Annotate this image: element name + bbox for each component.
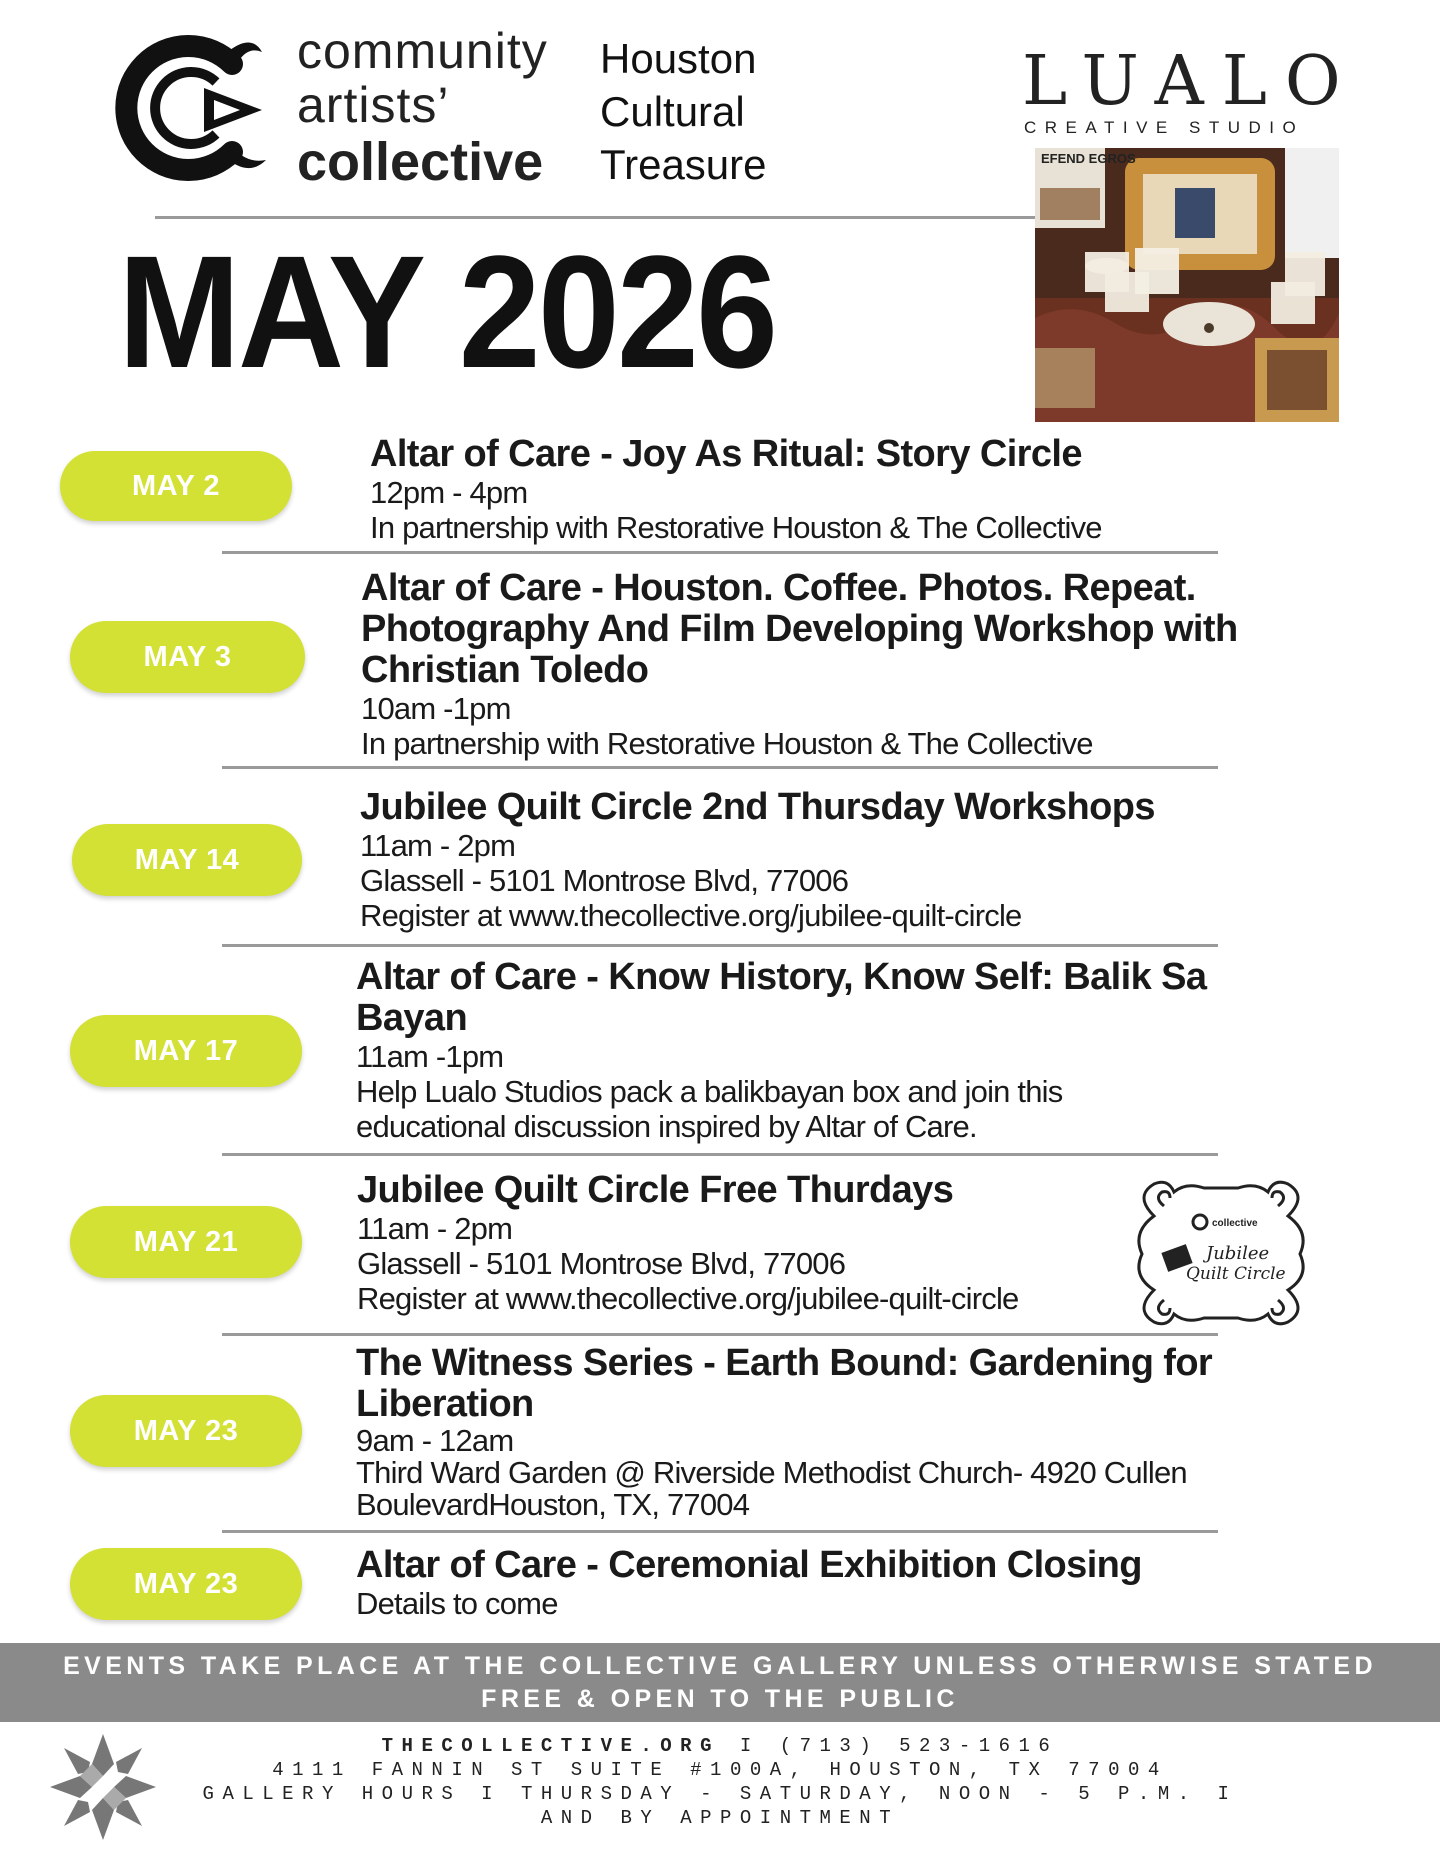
event-divider <box>222 1153 1218 1156</box>
logo-text-artists: artists’ <box>297 77 450 133</box>
event-divider <box>222 551 1218 554</box>
event-title-line: Photography And Film Developing Workshop with <box>361 608 1238 650</box>
event-detail: BoulevardHouston, TX, 77004 <box>356 1487 750 1522</box>
event-divider <box>222 766 1218 769</box>
footer-contact-line <box>0 1734 1440 1758</box>
event-item <box>356 1343 1212 1521</box>
altar-photo <box>1035 148 1339 422</box>
event-title: Altar of Care - Joy As Ritual: Story Circle <box>370 433 1082 475</box>
badge-jubilee-text: Jubilee <box>1206 1243 1270 1264</box>
lualo-logo-word: LUALO <box>1022 42 1359 121</box>
banner-line-free: FREE & OPEN TO THE PUBLIC <box>481 1685 959 1713</box>
treasure-line-3: Treasure <box>600 141 767 188</box>
logo-text-collective: collective <box>297 132 544 192</box>
footer-website-link[interactable]: THECOLLECTIVE.ORG <box>381 1735 720 1757</box>
event-item <box>357 1170 1018 1316</box>
event-item <box>356 957 1206 1144</box>
event-detail: Help Lualo Studios pack a balikbayan box and join this <box>356 1074 1063 1109</box>
date-pill: MAY 23 <box>70 1395 302 1467</box>
event-title-line: Altar of Care - Houston. Coffee. Photos. Repeat. <box>361 567 1196 609</box>
treasure-line-1: Houston <box>600 35 757 82</box>
event-item <box>370 434 1102 545</box>
event-detail: educational discussion inspired by Altar of Care. <box>356 1109 977 1144</box>
event-item <box>360 787 1155 933</box>
event-divider <box>222 944 1218 947</box>
event-title: Jubilee Quilt Circle Free Thurdays <box>357 1169 954 1211</box>
event-detail: Third Ward Garden @ Riverside Methodist Church- 4920 Cullen <box>356 1455 1187 1490</box>
event-item <box>356 1545 1142 1621</box>
event-divider <box>222 1333 1218 1336</box>
event-detail: In partnership with Restorative Houston & The Collective <box>370 510 1102 545</box>
date-pill: MAY 14 <box>72 824 302 896</box>
event-time: 12pm - 4pm <box>370 475 528 510</box>
event-title-line: Liberation <box>356 1383 534 1425</box>
event-time: 11am - 2pm <box>360 828 516 863</box>
date-pill: MAY 3 <box>70 621 305 693</box>
event-item <box>361 568 1238 761</box>
event-detail: Register at www.thecollective.org/jubilee-quilt-circle <box>357 1281 1019 1316</box>
footer-hours: GALLERY HOURS I THURSDAY - SATURDAY, NOON - 5 P.M. I <box>202 1783 1238 1805</box>
badge-quilt-circle-text: Quilt Circle <box>1186 1264 1286 1284</box>
event-detail: In partnership with Restorative Houston & The Collective <box>361 726 1093 761</box>
photo-poster-text: EFEND EGROS <box>1041 151 1136 166</box>
collective-logo-icon <box>112 28 272 188</box>
footer-phone: I (713) 523-1616 <box>720 1735 1059 1757</box>
event-detail: Glassell - 5101 Montrose Blvd, 77006 <box>357 1246 846 1281</box>
event-detail: Glassell - 5101 Montrose Blvd, 77006 <box>360 863 849 898</box>
event-divider <box>222 1530 1218 1533</box>
footer-appointment: AND BY APPOINTMENT <box>540 1807 900 1829</box>
logo-text-community: community <box>297 23 548 79</box>
badge-mini-text: collective <box>1212 1218 1258 1229</box>
date-pill: MAY 2 <box>60 451 292 521</box>
event-time: 11am -1pm <box>356 1039 504 1074</box>
banner-line-location: EVENTS TAKE PLACE AT THE COLLECTIVE GALLERY UNLESS OTHERWISE STATED <box>63 1652 1377 1680</box>
date-pill: MAY 23 <box>70 1548 302 1620</box>
lualo-logo-subtitle: CREATIVE STUDIO <box>1024 118 1305 137</box>
event-time: 11am - 2pm <box>357 1211 513 1246</box>
treasure-line-2: Cultural <box>600 88 745 135</box>
event-title: Altar of Care - Ceremonial Exhibition Closing <box>356 1544 1142 1586</box>
event-time: 9am - 12am <box>356 1423 514 1458</box>
altar-photo-image <box>1035 148 1339 422</box>
date-pill: MAY 17 <box>70 1015 302 1087</box>
header-divider <box>155 216 1035 219</box>
date-pill: MAY 21 <box>70 1206 302 1278</box>
event-detail: Register at www.thecollective.org/jubilee-quilt-circle <box>360 898 1022 933</box>
footer-address: 4111 FANNIN ST SUITE #100A, HOUSTON, TX 77004 <box>272 1759 1168 1781</box>
event-title-line: Christian Toledo <box>361 649 649 691</box>
jubilee-quilt-circle-badge <box>1124 1176 1318 1330</box>
event-title-line: The Witness Series - Earth Bound: Gardening for <box>356 1342 1213 1384</box>
event-time: 10am -1pm <box>361 691 511 726</box>
event-title: Jubilee Quilt Circle 2nd Thursday Workshops <box>360 786 1155 828</box>
event-detail: Details to come <box>356 1586 558 1621</box>
event-title-line: Bayan <box>356 997 468 1039</box>
event-title-line: Altar of Care - Know History, Know Self: Balik Sa <box>356 956 1207 998</box>
page-title: MAY 2026 <box>118 222 776 401</box>
